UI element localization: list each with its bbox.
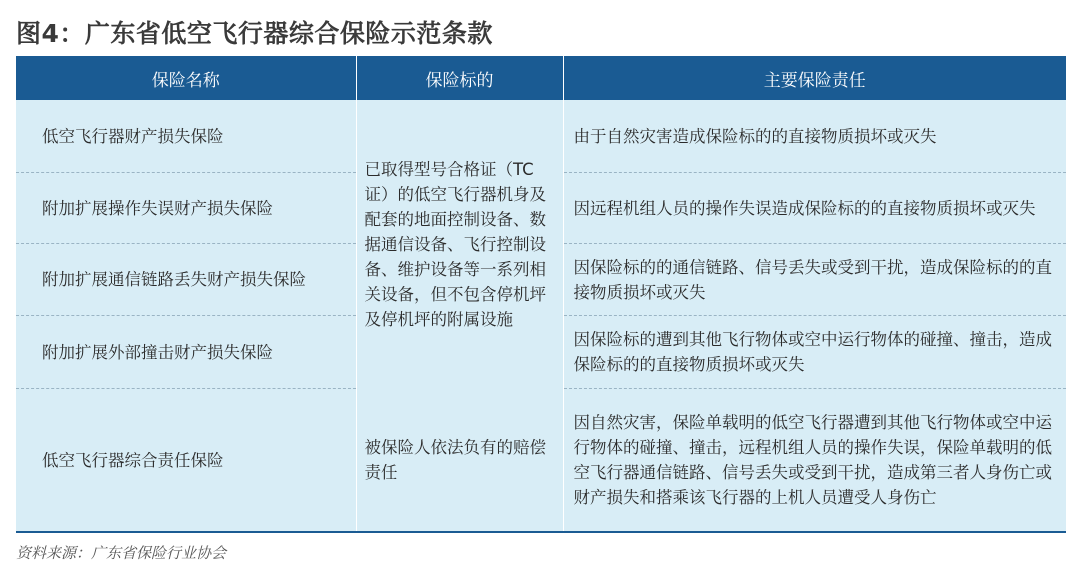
figure-title: 图4：广东省低空飞行器综合保险示范条款 (16, 19, 493, 48)
liability-cell: 因保险标的遭到其他飞行物体或空中运行物体的碰撞、撞击，造成保险标的的直接物质损坏或灭失 (563, 316, 1066, 389)
header-main-liability: 主要保险责任 (563, 56, 1066, 100)
subject-cell: 被保险人依法负有的赔偿责任 (356, 389, 563, 533)
table-row (16, 389, 1066, 533)
table-header-row (16, 56, 1066, 100)
liability-cell: 因远程机组人员的操作失误造成保险标的的直接物质损坏或灭失 (563, 173, 1066, 244)
shared-subject-cell: 已取得型号合格证（TC证）的低空飞行器机身及配套的地面控制设备、数据通信设备、飞行控制设备、维护设备等一系列相关设备，但不包含停机坪及停机坪的附属设施 (356, 100, 563, 389)
header-insurance-name: 保险名称 (16, 56, 356, 100)
liability-cell: 由于自然灾害造成保险标的的直接物质损坏或灭失 (563, 100, 1066, 173)
liability-cell: 因自然灾害，保险单载明的低空飞行器遭到其他飞行物体或空中运行物体的碰撞、撞击，远程机组人员的操作失误，保险单载明的低空飞行器通信链路、信号丢失或受到干扰，造成第三者人身伤亡或财产损失和搭乘该飞行器的上机人员遭受人身伤亡 (563, 389, 1066, 533)
insurance-terms-table (16, 56, 1066, 533)
liability-cell: 因保险标的的通信链路、信号丢失或受到干扰，造成保险标的的直接物质损坏或灭失 (563, 244, 1066, 316)
insurance-name-cell: 附加扩展外部撞击财产损失保险 (16, 316, 356, 389)
insurance-name-cell: 附加扩展通信链路丢失财产损失保险 (16, 244, 356, 316)
insurance-name-cell: 低空飞行器综合责任保险 (16, 389, 356, 533)
header-insured-subject: 保险标的 (356, 56, 563, 100)
source-note: 资料来源：广东省保险行业协会 (16, 544, 227, 562)
insurance-name-cell: 附加扩展操作失误财产损失保险 (16, 173, 356, 244)
insurance-terms-table-container (16, 56, 1066, 530)
insurance-name-cell: 低空飞行器财产损失保险 (16, 100, 356, 173)
table-row (16, 100, 1066, 173)
